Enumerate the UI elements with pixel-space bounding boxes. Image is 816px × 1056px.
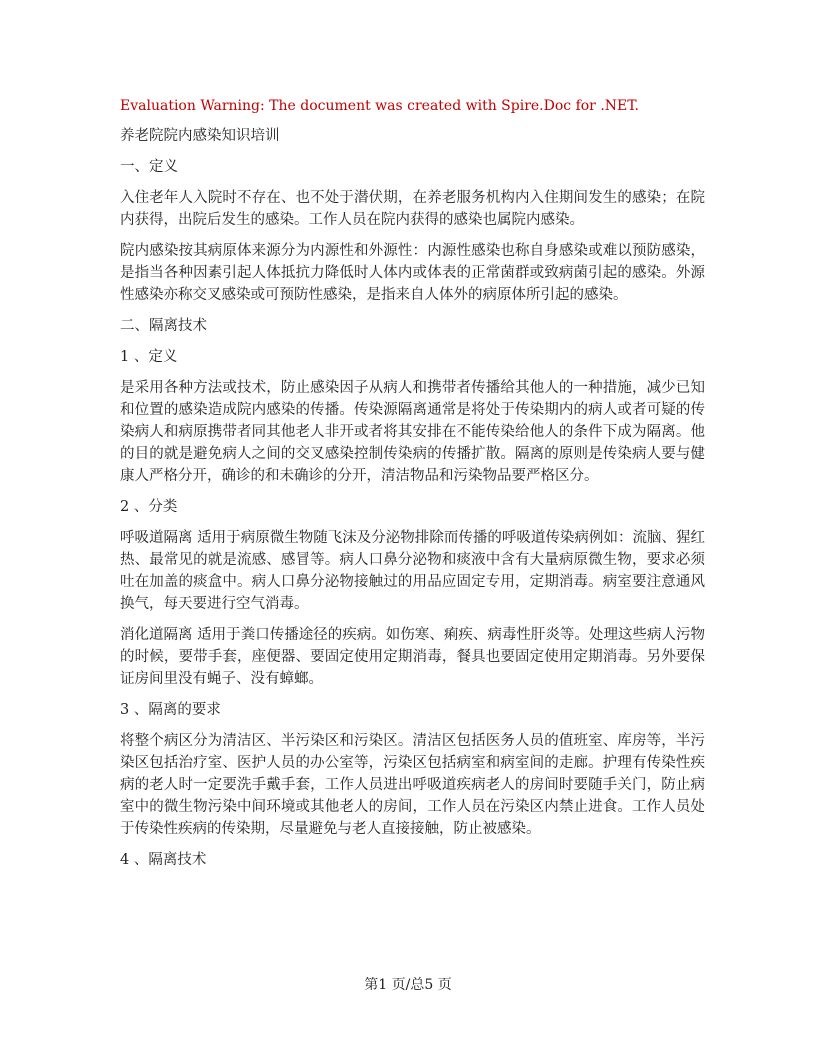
paragraph: 入住老年人入院时不存在、也不处于潜伏期，在养老服务机构内入住期间发生的感染；在院内获得，出院后发生的感染。工作人员在院内获得的感染也属院内感染。 [120,190,705,228]
document-title: 养老院院内感染知识培训 [120,128,280,144]
section-heading-isolation: 二、隔离技术 [120,318,207,334]
paragraph: 呼吸道隔离 适用于病原微生物随飞沫及分泌物排除而传播的呼吸道传染病例如：流脑、猩红热、最常见的就是流感、感冒等。病人口鼻分泌物和痰液中含有大量病原微生物，要求必须吐在加盖的痰盒中。病人口鼻分泌物接触过的用品应固定专用，定期消毒。病室要注意通风换气，每天要进行空气消毒。 [120,530,705,612]
evaluation-warning: Evaluation Warning: The document was created with Spire.Doc for .NET. [120,98,639,114]
paragraph: 院内感染按其病原体来源分为内源性和外源性：内源性感染也称自身感染或难以预防感染，是指当各种因素引起人体抵抗力降低时人体内或体表的正常菌群或致病菌引起的感染。外源性感染亦称交叉感染或可预防性感染，是指来自人体外的病原体所引起的感染。 [120,243,705,303]
section-heading-definition: 一、定义 [120,159,178,175]
subheading: 2 、分类 [120,499,178,515]
subheading: 3 、隔离的要求 [120,702,221,718]
subheading: 4 、隔离技术 [120,852,207,868]
paragraph: 是采用各种方法或技术，防止感染因子从病人和携带者传播给其他人的一种措施，减少已知和位置的感染造成院内感染的传播。传染源隔离通常是将处于传染期内的病人或者可疑的传染病人和病原携带者同其他老人非开或者将其安排在不能传染给他人的条件下成为隔离。他的目的就是避免病人之间的交叉感染控制传染病的传播扩散。隔离的原则是传染病人要与健康人严格分开，确诊的和未确诊的分开，清洁物品和污染物品要严格区分。 [120,380,705,484]
page-number-footer: 第1 页/总5 页 [364,977,452,993]
paragraph: 将整个病区分为清洁区、半污染区和污染区。清洁区包括医务人员的值班室、库房等，半污染区包括治疗室、医护人员的办公室等，污染区包括病室和病室间的走廊。护理有传染性疾病的老人时一定要洗手戴手套，工作人员进出呼吸道疾病老人的房间时要随手关门，防止病室中的微生物污染中间环境或其他老人的房间，工作人员在污染区内禁止进食。工作人员处于传染性疾病的传染期，尽量避免与老人直接接触，防止被感染。 [120,733,705,837]
paragraph: 消化道隔离 适用于粪口传播途径的疾病。如伤寒、痢疾、病毒性肝炎等。处理这些病人污物的时候，要带手套，座便器、要固定使用定期消毒，餐具也要固定使用定期消毒。另外要保证房间里没有蝇子、没有蟑螂。 [120,627,705,687]
subheading: 1 、定义 [120,349,178,365]
document-page [120,95,705,880]
